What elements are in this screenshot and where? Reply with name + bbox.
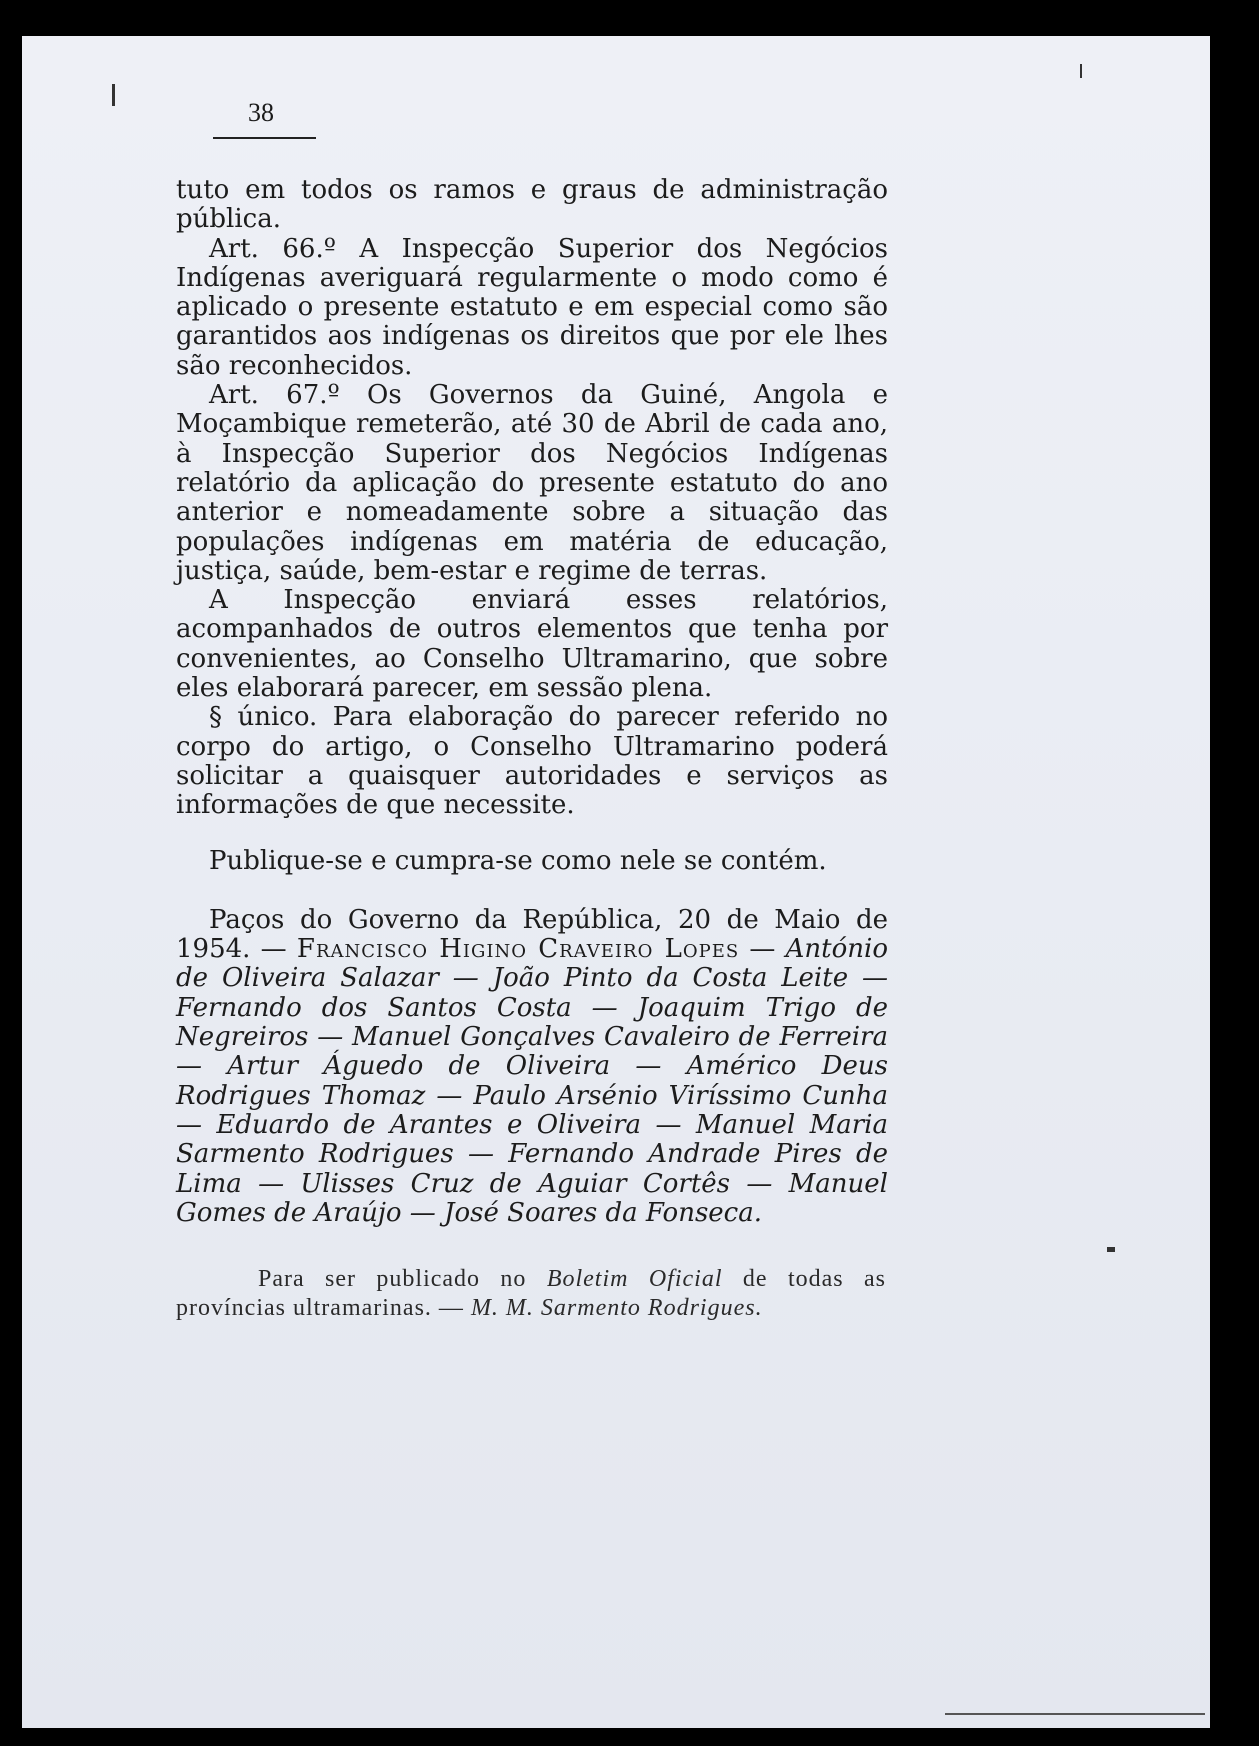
signatures-separator: — (739, 934, 786, 965)
paragraph-continuation: tuto em todos os ramos e graus de administração pública. (176, 175, 888, 235)
note-publication: Boletim Oficial (546, 1266, 723, 1292)
note-signatory: M. M. Sarmento Rodrigues. (470, 1295, 763, 1321)
scan-mark (1107, 1247, 1115, 1252)
paragraph-inspection: A Inspecção enviará esses relatórios, acompanhados de outros elementos que tenha por convenientes, ao Conselho Ultramarino, que sobre eles elaborará parecer, em sessão plena. (176, 585, 888, 704)
publication-note (176, 1265, 886, 1323)
page-number: 38 (248, 98, 274, 127)
note-middle: de todas as províncias ultramarinas. — (176, 1266, 886, 1321)
president-name: Francisco Higino Craveiro Lopes (296, 934, 740, 965)
scan-mark (945, 1713, 1205, 1715)
paragraph-sole-clause: § único. Para elaboração do parecer referido no corpo do artigo, o Conselho Ultramarino poderá solicitar a quaisquer autoridades e serviços as informações de que necessite. (176, 702, 888, 821)
body-text (176, 176, 888, 1228)
page-number-rule (213, 137, 316, 139)
paragraph-publication: Publique-se e cumpra-se como nele se contém. (209, 845, 827, 876)
signatures-block (176, 906, 888, 1228)
signatures-intro: Paços do Governo da República, 20 de Maio de 1954. — (176, 904, 888, 965)
paragraph-article-66: Art. 66.º A Inspecção Superior dos Negócios Indígenas averiguará regularmente o modo como é aplicado o presente estatuto e em especial como são garantidos aos indígenas os direitos que por ele lhes são reconhecidos. (176, 233, 888, 381)
paragraph-article-67: Art. 67.º Os Governos da Guiné, Angola e Moçambique remeterão, até 30 de Abril de cada ano, à Inspecção Superior dos Negócios Indígenas relatório da aplicação do presente estatuto do ano anterior e nomeadamente sobre a situação das populações indígenas em matéria de educação, justiça, saúde, bem-estar e regime de terras. (176, 380, 888, 586)
minister-names: António de Oliveira Salazar — João Pinto da Costa Leite — Fernando dos Santos Costa — Joaquim Trigo de Negreiros — Manuel Gonçalves Cavaleiro de Ferreira — Artur Águedo de Oliveira — Américo Deus Rodrigues Thomaz — Paulo Arsénio Viríssimo Cunha — Eduardo de Arantes e Oliveira — Manuel Maria Sarmento Rodrigues — Fernando Andrade Pires de Lima — Ulisses Cruz de Aguiar Cortês — Manuel Gomes de Araújo — José Soares da Fonseca. (176, 934, 888, 1228)
scan-mark (112, 84, 115, 106)
note-prefix: Para ser publicado no (258, 1266, 547, 1292)
scan-mark (1080, 64, 1082, 78)
